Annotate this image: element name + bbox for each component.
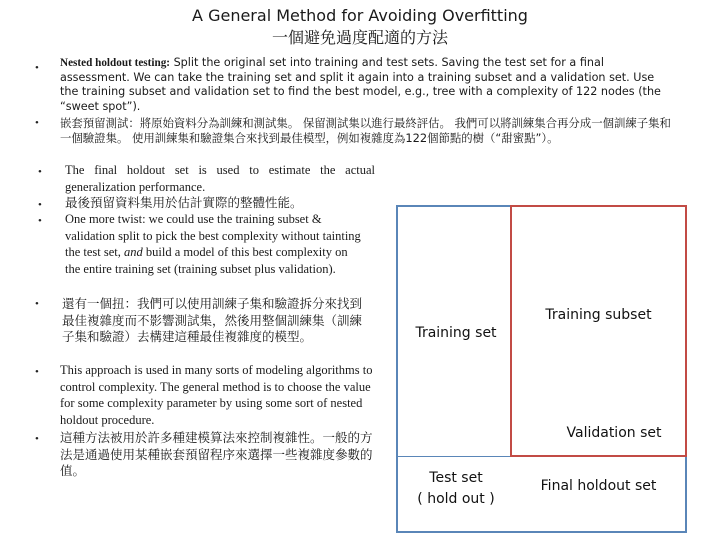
bullet-dot-icon: • xyxy=(35,117,39,129)
bullet-nested-holdout-chinese: 嵌套預留測試：將原始資料分為訓練和測試集。 保留測試集以進行最終評估。 我們可以將訓練集合再分成一個訓練子集和一個驗證集。 使用訓練集和驗證集合來找到最佳模型，例如複雜度為122個節點的樹（“甜蜜點”）。 xyxy=(60,116,671,145)
bullet-twist-before: One more twist: we could use the training subset & validation split to pick the best complexity without tainting the test set, xyxy=(65,212,361,259)
bullet-dot-icon: • xyxy=(38,215,42,227)
bullet-final-holdout-chinese: 最後預留資料集用於估計實際的整體性能。 xyxy=(65,196,303,210)
training-subset-label: Training subset xyxy=(545,307,652,323)
bullet-twist-italic: and xyxy=(124,245,143,259)
bullet-dot-icon: • xyxy=(35,433,39,445)
bullet-dot-icon: • xyxy=(35,62,39,74)
training-set-label: Training set xyxy=(415,325,497,341)
bullet-final-holdout: The final holdout set is used to estimate the actual generalization performance. xyxy=(65,163,375,194)
bullet-dot-icon: • xyxy=(38,199,42,211)
bullet-twist-chinese: 還有一個扭：我們可以使用訓練子集和驗證拆分來找到最佳複雜度而不影響測試集，然後用整個訓練集（訓練子集和驗證）去構建這種最佳複雜度的模型。 xyxy=(62,296,363,344)
test-set-label-line1: Test set xyxy=(429,470,483,486)
bullet-text: Split the original set into training and test sets. Saving the test set for a final assessment. We can take the training set and split it again into a training subset and a validation set. Use the training subset and validation set to find the best model, e.g., tree with a complexity of 122 nodes (the “sweet spot”). xyxy=(60,56,661,113)
bullet-nested-holdout xyxy=(60,56,672,114)
bullet-complexity-control-chinese: 這種方法被用於許多種建模算法來控制複雜性。一般的方法是通過使用某種嵌套預留程序來選擇一些複雜度參數的值。 xyxy=(60,430,373,478)
validation-set-label: Validation set xyxy=(566,425,662,441)
training-subset-box xyxy=(510,205,687,457)
slide-title-chinese: 一個避免過度配適的方法 xyxy=(271,28,448,47)
slide-title: A General Method for Avoiding Overfitting xyxy=(192,6,528,25)
bullet-dot-icon: • xyxy=(35,298,39,310)
test-set-divider xyxy=(396,456,510,457)
bullet-twist-after: build a model of this best complexity on the entire training set (training subset plus validation). xyxy=(65,245,348,276)
final-holdout-set-label: Final holdout set xyxy=(540,478,657,494)
bullet-twist xyxy=(65,211,365,277)
bullet-lead: Nested holdout testing: xyxy=(60,57,171,69)
test-set-label-line2: ( hold out ) xyxy=(417,491,495,507)
bullet-complexity-control: This approach is used in many sorts of modeling algorithms to control complexity. The general method is to choose the value for some complexity parameter by using some sort of nested holdout procedure. xyxy=(60,363,373,427)
bullet-dot-icon: • xyxy=(38,166,42,178)
test-set-label xyxy=(400,468,512,510)
bullet-dot-icon: • xyxy=(35,366,39,378)
